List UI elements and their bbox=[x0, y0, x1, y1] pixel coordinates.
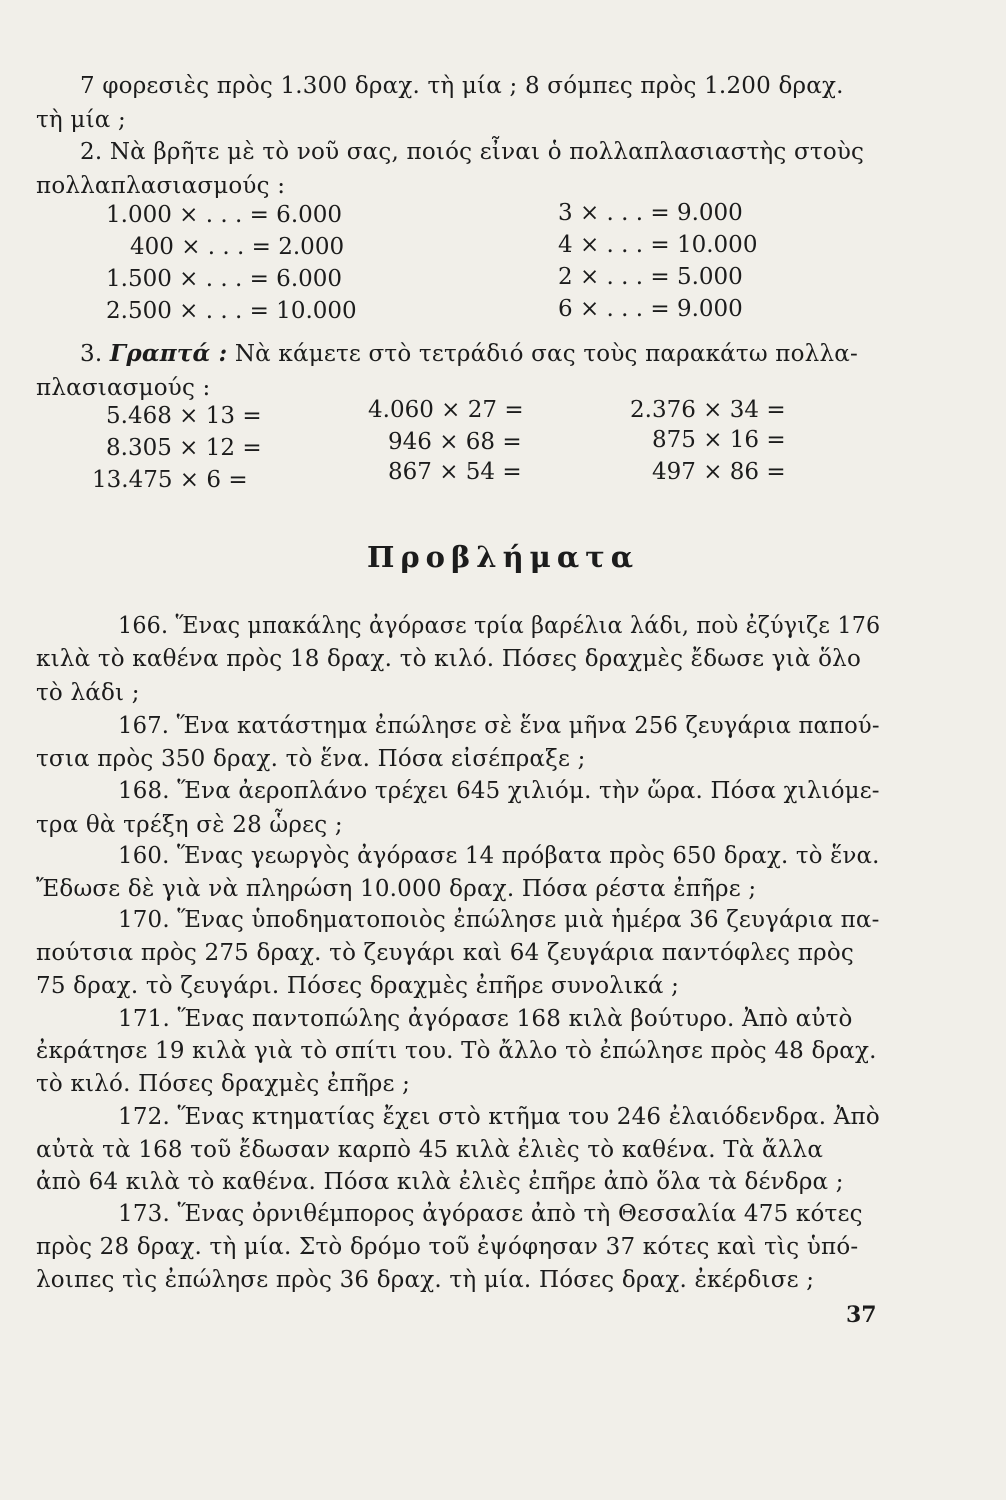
problem-line: ἀπὸ 64 κιλὰ τὸ καθένα. Πόσα κιλὰ ἐλιὲς ἐπῆρε ἀπὸ ὅλα τὰ δένδρα ; bbox=[36, 1169, 844, 1195]
text-line bbox=[80, 340, 858, 368]
written-math-item: 2.376 × 34 = bbox=[630, 397, 786, 423]
problem-line: ἐκράτησε 19 κιλὰ γιὰ τὸ σπίτι του. Τὸ ἄλλο τὸ ἐπώλησε πρὸς 48 δραχ. bbox=[36, 1038, 877, 1064]
written-math-item: 946 × 68 = bbox=[388, 429, 522, 455]
mental-math-item: 1.000 × . . . = 6.000 bbox=[106, 202, 343, 228]
problem-line: αὐτὰ τὰ 168 τοῦ ἔδωσαν καρπὸ 45 κιλὰ ἐλιὲς τὸ καθένα. Τὰ ἄλλα bbox=[36, 1137, 824, 1163]
problem-line: 75 δραχ. τὸ ζευγάρι. Πόσες δραχμὲς ἐπῆρε συνολικά ; bbox=[36, 973, 680, 999]
problem-line: πρὸς 28 δραχ. τὴ μία. Στὸ δρόμο τοῦ ἐψόφησαν 37 κότες καὶ τὶς ὑπό- bbox=[36, 1234, 859, 1260]
text-line: 2. Νὰ βρῆτε μὲ τὸ νοῦ σας, ποιός εἶναι ὁ πολλαπλασιαστὴς στοὺς bbox=[80, 139, 865, 165]
text-line: πολλαπλασιασμούς : bbox=[36, 173, 286, 199]
problem-line: λοιπες τὶς ἐπώλησε πρὸς 36 δραχ. τὴ μία. Πόσες δραχ. ἐκέρδισε ; bbox=[36, 1267, 815, 1293]
text-line: πλασιασμούς : bbox=[36, 375, 211, 401]
section-heading: Προβλήματα bbox=[366, 540, 640, 574]
problem-line: 168. Ἕνα ἀεροπλάνο τρέχει 645 χιλιόμ. τὴν ὥρα. Πόσα χιλιόμε- bbox=[118, 778, 880, 804]
problem-line: 160. Ἕνας γεωργὸς ἀγόρασε 14 πρόβατα πρὸς 650 δραχ. τὸ ἕνα. bbox=[118, 843, 880, 869]
written-math-item: 497 × 86 = bbox=[652, 459, 786, 485]
exercise-text: Νὰ κάμετε στὸ τετράδιό σας τοὺς παρακάτω πολλα- bbox=[234, 341, 858, 367]
problem-line: κιλὰ τὸ καθένα πρὸς 18 δραχ. τὸ κιλό. Πόσες δραχμὲς ἔδωσε γιὰ ὅλο bbox=[36, 646, 862, 672]
problem-line: 173. Ἕνας ὀρνιθέμπορος ἀγόρασε ἀπὸ τὴ Θεσσαλία 475 κότες bbox=[118, 1201, 863, 1227]
problem-line: 171. Ἕνας παντοπώλης ἀγόρασε 168 κιλὰ βούτυρο. Ἀπὸ αὐτὸ bbox=[118, 1006, 853, 1032]
problem-line: πούτσια πρὸς 275 δραχ. τὸ ζευγάρι καὶ 64 ζευγάρια παντόφλες πρὸς bbox=[36, 940, 854, 966]
problem-line: τὸ λάδι ; bbox=[36, 680, 140, 706]
written-math-item: 8.305 × 12 = bbox=[106, 435, 262, 461]
problem-line: τσια πρὸς 350 δραχ. τὸ ἕνα. Πόσα εἰσέπραξε ; bbox=[36, 746, 586, 772]
mental-math-item: 2.500 × . . . = 10.000 bbox=[106, 298, 357, 324]
mental-math-item: 4 × . . . = 10.000 bbox=[558, 232, 758, 258]
exercise-label: Γραπτά : bbox=[109, 340, 228, 367]
problem-line: 172. Ἕνας κτηματίας ἔχει στὸ κτῆμα του 246 ἐλαιόδενδρα. Ἀπὸ bbox=[118, 1104, 880, 1130]
problem-line: Ἔδωσε δὲ γιὰ νὰ πληρώση 10.000 δραχ. Πόσα ρέστα ἐπῆρε ; bbox=[36, 876, 757, 902]
problem-line: 167. Ἕνα κατάστημα ἐπώλησε σὲ ἕνα μῆνα 256 ζευγάρια παπού- bbox=[118, 713, 880, 739]
problem-line: τρα θὰ τρέξη σὲ 28 ὧρες ; bbox=[36, 812, 343, 838]
mental-math-item: 2 × . . . = 5.000 bbox=[558, 264, 743, 290]
problem-line: 170. Ἕνας ὑποδηματοποιὸς ἐπώλησε μιὰ ἡμέρα 36 ζευγάρια πα- bbox=[118, 907, 880, 933]
text-line: 7 φορεσιὲς πρὸς 1.300 δραχ. τὴ μία ; 8 σόμπες πρὸς 1.200 δραχ. bbox=[80, 73, 844, 99]
page-number: 37 bbox=[846, 1302, 877, 1328]
written-math-item: 867 × 54 = bbox=[388, 459, 522, 485]
exercise-number: 3. bbox=[80, 341, 103, 367]
written-math-item: 13.475 × 6 = bbox=[92, 467, 248, 493]
text-line: τὴ μία ; bbox=[36, 107, 126, 133]
mental-math-item: 1.500 × . . . = 6.000 bbox=[106, 266, 343, 292]
mental-math-item: 400 × . . . = 2.000 bbox=[130, 234, 345, 260]
written-math-item: 875 × 16 = bbox=[652, 427, 786, 453]
problem-line: τὸ κιλό. Πόσες δραχμὲς ἐπῆρε ; bbox=[36, 1071, 411, 1097]
written-math-item: 4.060 × 27 = bbox=[368, 397, 524, 423]
mental-math-item: 6 × . . . = 9.000 bbox=[558, 296, 743, 322]
mental-math-item: 3 × . . . = 9.000 bbox=[558, 200, 743, 226]
problem-line: 166. Ἕνας μπακάλης ἀγόρασε τρία βαρέλια λάδι, ποὺ ἐζύγιζε 176 bbox=[118, 613, 881, 639]
written-math-item: 5.468 × 13 = bbox=[106, 403, 262, 429]
